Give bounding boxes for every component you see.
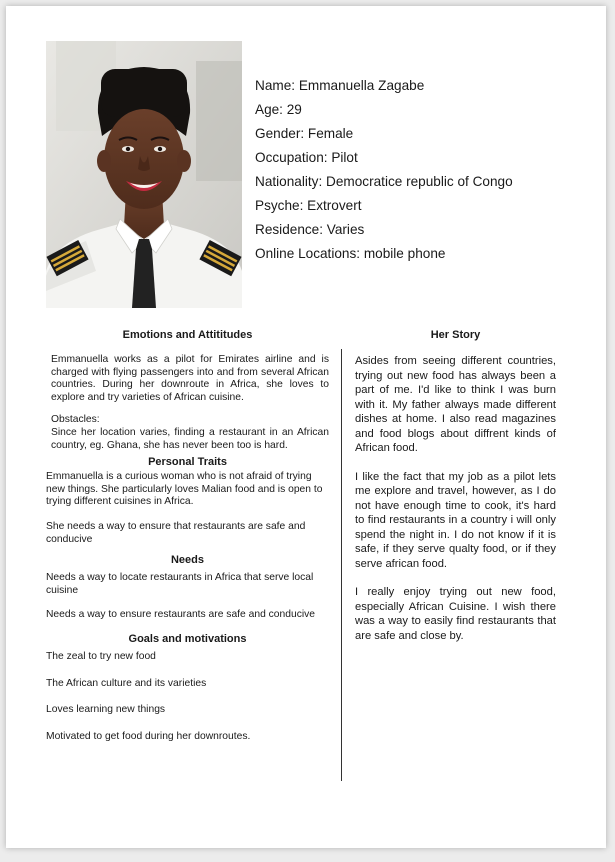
story-title: Her Story (430, 329, 481, 341)
needs-paragraph-2: Needs a way to ensure restaurants are safe and conducive (46, 609, 316, 621)
profile-gender: Gender: Female (255, 126, 354, 141)
right-column (355, 328, 556, 643)
traits-paragraph-2: She needs a way to ensure that restaurants are safe and conducive (46, 520, 306, 545)
profile-psyche: Psyche: Extrovert (255, 198, 362, 213)
left-column (46, 328, 329, 743)
profile-occupation: Occupation: Pilot (255, 150, 358, 165)
story-paragraph-1: Asides from seeing different countries, trying out new food has always been a part of me. I'd like to think I was burn with it. My father always made different dishes at home. I also read magazines and food blogs about diffrent kinds of African food. (355, 355, 556, 454)
obstacles-body: Since her location varies, finding a restaurant in an African country, eg. Ghana, she has never been too is hard. (51, 426, 329, 451)
profile-online-locations: Online Locations: mobile phone (255, 246, 446, 261)
story-paragraph-2: I like the fact that my job as a pilot lets me explore and travel, however, as I do not have enough time to cook, it's hard to find restaurants in a country i will only spend the night in. I do not know if it is safe, if they serve qualty food, or if they serve african food. (355, 470, 556, 570)
goals-title: Goals and motivations (128, 632, 247, 645)
needs-title: Needs (170, 554, 205, 567)
profile-info (255, 74, 595, 266)
traits-paragraph-1: Emmanuella is a curious woman who is not afraid of trying new things. She particularly loves Malian food and is open to trying different cuisines in Africa. (46, 471, 323, 508)
story-paragraph-3: I really enjoy trying out new food, especially African Cuisine. I wish there was a way to easily find restaurants that are safe and close by. (355, 586, 556, 642)
goal-item: The zeal to try new food (46, 650, 156, 662)
profile-nationality: Nationality: Democratice republic of Congo (255, 174, 513, 189)
goal-item: Loves learning new things (46, 704, 166, 716)
persona-page (6, 6, 606, 848)
emotions-body: Emmanuella works as a pilot for Emirates airline and is charged with flying passengers into and from several African countries. During her downroute in Africa, she loves to explore and try varieties of African cuisine. (51, 354, 329, 403)
emotions-title: Emotions and Attititudes (122, 329, 253, 341)
goal-item: The African culture and its varieties (46, 677, 207, 689)
persona-photo (46, 41, 242, 308)
profile-age: Age: 29 (255, 102, 302, 117)
profile-name: Name: Emmanuella Zagabe (255, 78, 425, 93)
profile-residence: Residence: Varies (255, 222, 365, 237)
traits-title: Personal Traits (148, 456, 227, 469)
pilot-portrait-image (46, 41, 242, 308)
column-divider (341, 349, 342, 781)
needs-paragraph-1: Needs a way to locate restaurants in Africa that serve local cuisine (46, 572, 314, 596)
goal-item: Motivated to get food during her downroutes. (46, 730, 251, 742)
obstacles-label: Obstacles: (51, 414, 100, 426)
